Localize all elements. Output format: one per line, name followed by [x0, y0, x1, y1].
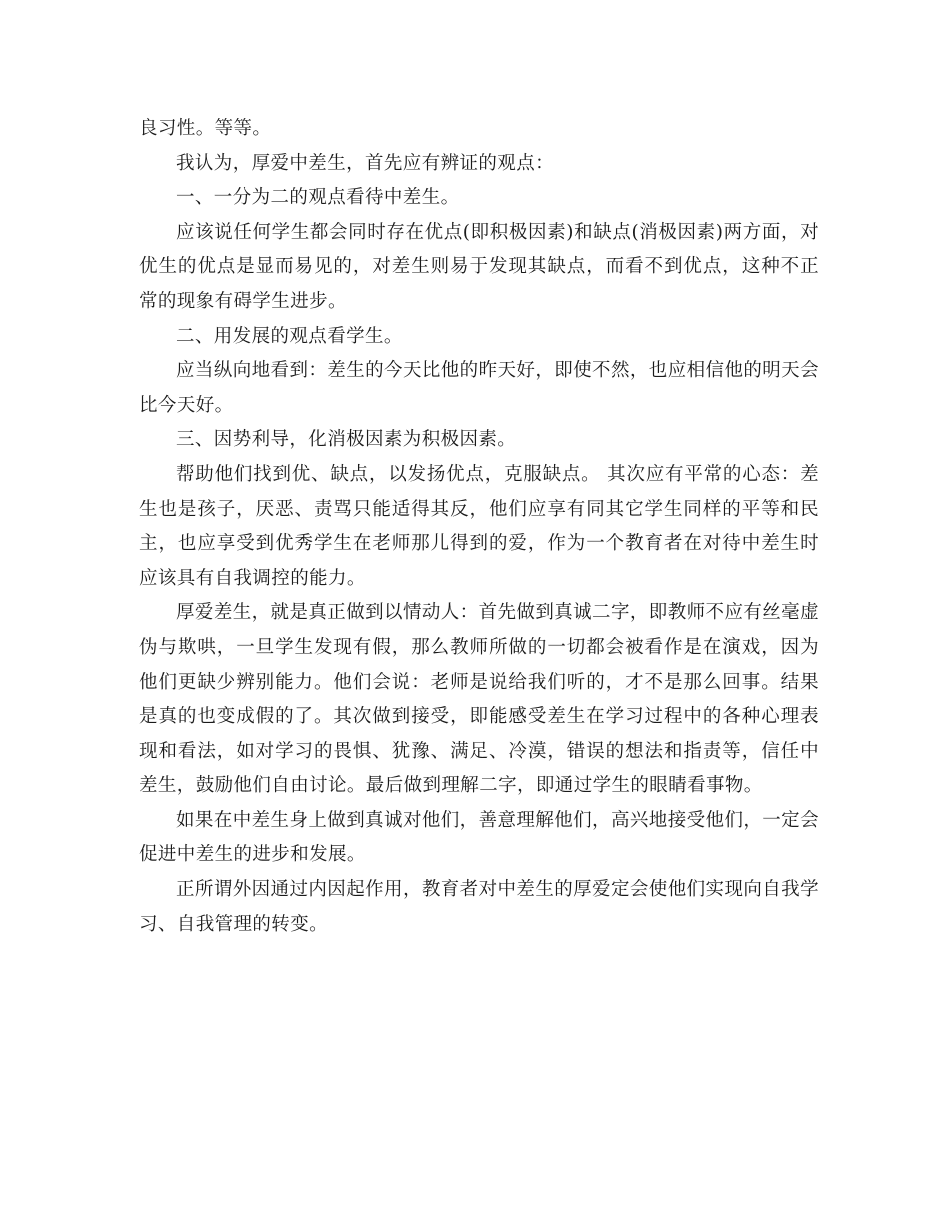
paragraph-sincerity: 厚爱差生，就是真正做到以情动人：首先做到真诚二字，即教师不应有丝毫虚伪与欺哄，一旦学生发现有假，那么教师所做的一切都会被看作是在演戏，因为他们更缺少辨别能力。他们会说：老师是说给我们听的，才不是那么回事。结果是真的也变成假的了。其次做到接受，即能感受差生在学习过程中的各种心理表现和看法，如对学习的畏惧、犹豫、满足、冷漠，错误的想法和指责等，信任中差生，鼓励他们自由讨论。最后做到理解二字，即通过学生的眼睛看事物。	[139, 602, 819, 797]
heading-point-one: 一、一分为二的观点看待中差生。	[176, 187, 460, 209]
paragraph-point-two: 应当纵向地看到：差生的今天比他的昨天好，即使不然，也应相信他的明天会比今天好。	[139, 360, 819, 416]
document-body	[139, 112, 819, 942]
paragraph-point-three: 帮助他们找到优、缺点，以发扬优点，克服缺点。 其次应有平常的心态：差生也是孩子，厌恶、责骂只能适得其反，他们应享有同其它学生同样的平等和民主，也应享受到优秀学生在老师那儿得到的爱，作为一个教育者在对待中差生时应该具有自我调控的能力。	[139, 463, 819, 589]
paragraph-viewpoint-intro: 我认为，厚爱中差生，首先应有辨证的观点：	[176, 152, 555, 174]
heading-point-two: 二、用发展的观点看学生。	[176, 325, 403, 347]
paragraph-point-one: 应该说任何学生都会同时存在优点(即积极因素)和缺点(消极因素)两方面，对优生的优点是显而易见的，对差生则易于发现其缺点，而看不到优点，这种不正常的现象有碍学生进步。	[139, 221, 819, 312]
paragraph-progress: 如果在中差生身上做到真诚对他们，善意理解他们，高兴地接受他们，一定会促进中差生的进步和发展。	[139, 809, 819, 866]
heading-point-three: 三、因势利导，化消极因素为积极因素。	[176, 429, 517, 451]
paragraph-continuation: 良习性。等等。	[139, 118, 272, 139]
paragraph-conclusion: 正所谓外因通过内因起作用，教育者对中差生的厚爱定会使他们实现向自我学习、自我管理的转变。	[139, 879, 819, 935]
